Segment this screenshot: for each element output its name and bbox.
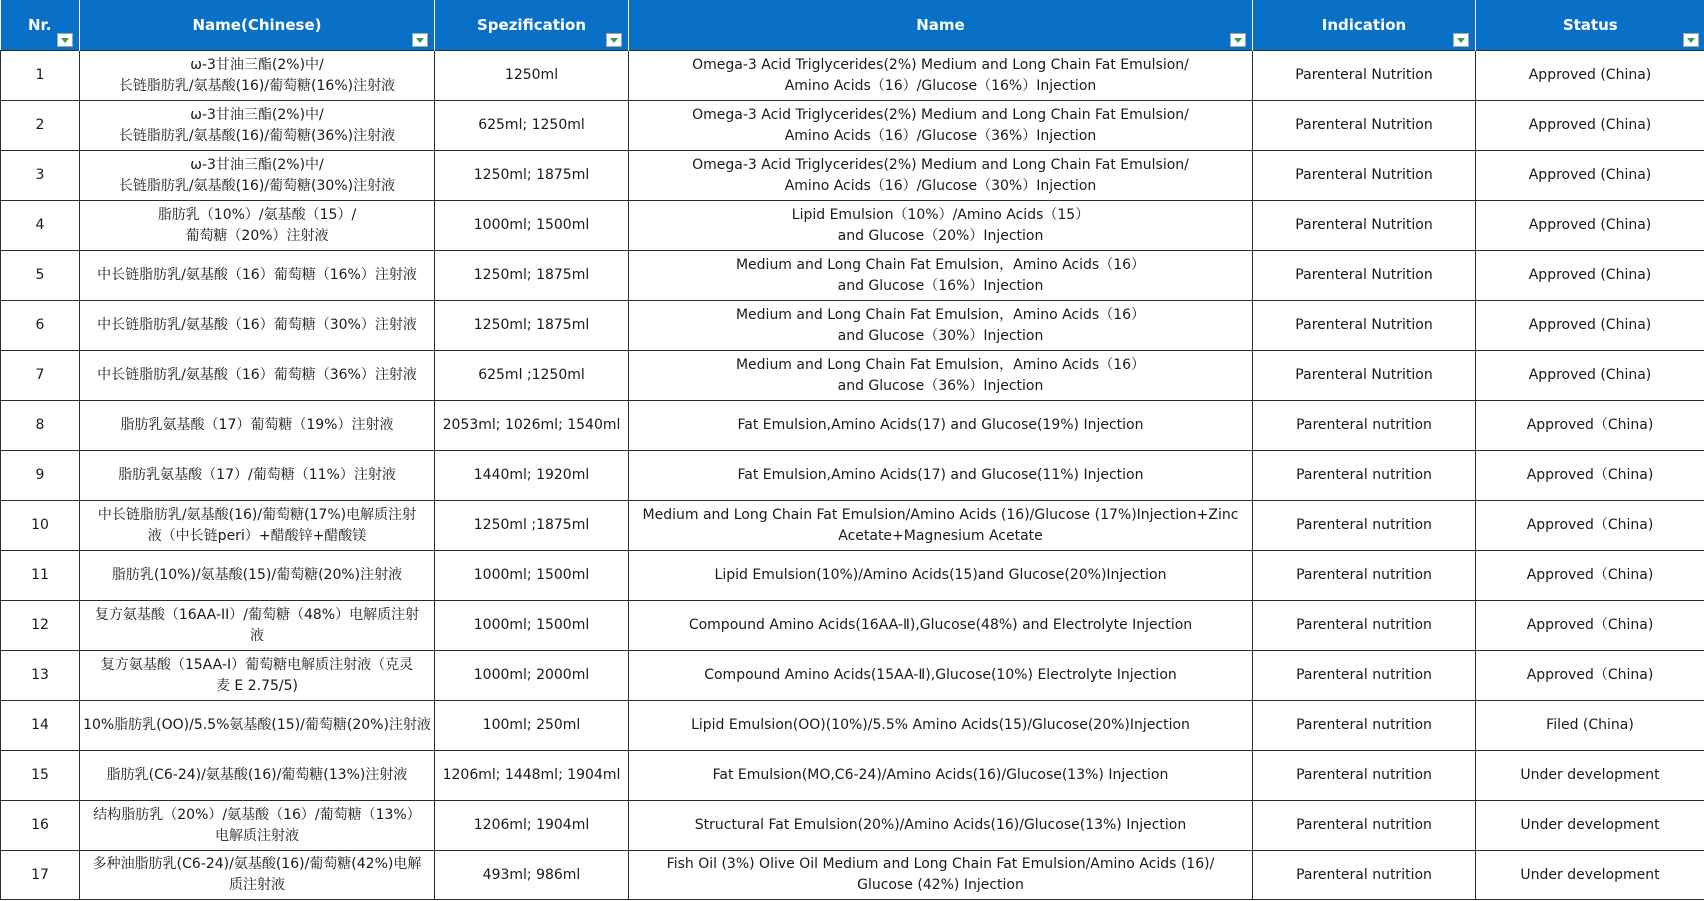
cell-status[interactable]: Approved（China) [1476,601,1704,651]
cell-status[interactable]: Approved (China) [1476,51,1704,101]
cell-status[interactable]: Approved（China) [1476,551,1704,601]
cell-status[interactable]: Under development [1476,751,1704,801]
cell-name[interactable]: Medium and Long Chain Fat Emulsion，Amino Acids（16） and Glucose（36%）Injection [629,351,1253,401]
header-name-chinese-label: Name(Chinese) [192,16,322,34]
cell-indication[interactable]: Parenteral Nutrition [1253,101,1476,151]
cell-name[interactable]: Structural Fat Emulsion(20%)/Amino Acids(16)/Glucose(13%) Injection [629,801,1253,851]
cell-spezification[interactable]: 625ml; 1250ml [435,101,629,151]
table-row [1,401,1704,451]
cell-indication[interactable]: Parenteral Nutrition [1253,151,1476,201]
cell-indication[interactable]: Parenteral nutrition [1253,551,1476,601]
cell-status[interactable]: Filed (China) [1476,701,1704,751]
header-indication-label: Indication [1321,16,1407,34]
filter-dropdown-icon[interactable] [57,33,73,47]
cell-spezification[interactable]: 1000ml; 1500ml [435,551,629,601]
cell-name-chinese[interactable]: 中长链脂肪乳/氨基酸（16）葡萄糖（30%）注射液 [80,301,435,351]
header-nr [1,0,80,51]
cell-indication[interactable]: Parenteral Nutrition [1253,201,1476,251]
table-row [1,601,1704,651]
cell-indication[interactable]: Parenteral nutrition [1253,751,1476,801]
table-row [1,451,1704,501]
cell-name-chinese[interactable]: 多种油脂肪乳(C6-24)/氨基酸(16)/葡萄糖(42%)电解 质注射液 [80,851,435,900]
table-row [1,301,1704,351]
filter-dropdown-icon[interactable] [1683,33,1699,47]
cell-name-chinese[interactable]: ω-3甘油三酯(2%)中/ 长链脂肪乳/氨基酸(16)/葡萄糖(30%)注射液 [80,151,435,201]
header-name-label: Name [916,16,965,34]
cell-spezification[interactable]: 1206ml; 1448ml; 1904ml [435,751,629,801]
cell-nr[interactable]: 5 [1,251,80,301]
cell-name-chinese[interactable]: 脂肪乳(C6-24)/氨基酸(16)/葡萄糖(13%)注射液 [80,751,435,801]
cell-spezification[interactable]: 1206ml; 1904ml [435,801,629,851]
header-status-label: Status [1562,16,1618,34]
cell-nr[interactable]: 7 [1,351,80,401]
cell-name[interactable]: Omega-3 Acid Triglycerides(2%) Medium and Long Chain Fat Emulsion/ Amino Acids（16）/Glucose（16%）Injection [629,51,1253,101]
header-row [1,0,1704,51]
cell-name-chinese[interactable]: 脂肪乳氨基酸（17）/葡萄糖（11%）注射液 [80,451,435,501]
cell-name[interactable]: Medium and Long Chain Fat Emulsion，Amino Acids（16） and Glucose（16%）Injection [629,251,1253,301]
cell-nr[interactable]: 16 [1,801,80,851]
cell-name[interactable]: Compound Amino Acids(15AA-Ⅱ),Glucose(10%) Electrolyte Injection [629,651,1253,701]
cell-name-chinese[interactable]: 中长链脂肪乳/氨基酸（16）葡萄糖（36%）注射液 [80,351,435,401]
table-row [1,801,1704,851]
cell-name-chinese[interactable]: 复方氨基酸（16AA-II）/葡萄糖（48%）电解质注射 液 [80,601,435,651]
cell-indication[interactable]: Parenteral Nutrition [1253,51,1476,101]
header-name-chinese [80,0,435,51]
cell-name[interactable]: Lipid Emulsion(10%)/Amino Acids(15)and Glucose(20%)Injection [629,551,1253,601]
cell-status[interactable]: Approved (China) [1476,201,1704,251]
cell-spezification[interactable]: 2053ml; 1026ml; 1540ml [435,401,629,451]
cell-indication[interactable]: Parenteral Nutrition [1253,301,1476,351]
table-row [1,351,1704,401]
table-row [1,201,1704,251]
cell-status[interactable]: Approved（China) [1476,401,1704,451]
cell-name-chinese[interactable]: 中长链脂肪乳/氨基酸（16）葡萄糖（16%）注射液 [80,251,435,301]
header-indication [1253,0,1476,51]
table-row [1,151,1704,201]
table-row [1,501,1704,551]
table-row [1,51,1704,101]
filter-dropdown-icon[interactable] [1230,33,1246,47]
cell-name[interactable]: Lipid Emulsion（10%）/Amino Acids（15） and Glucose（20%）Injection [629,201,1253,251]
cell-name[interactable]: Fat Emulsion,Amino Acids(17) and Glucose(11%) Injection [629,451,1253,501]
table-row [1,701,1704,751]
cell-status[interactable]: Approved (China) [1476,251,1704,301]
cell-spezification[interactable]: 1250ml; 1875ml [435,301,629,351]
cell-indication[interactable]: Parenteral Nutrition [1253,251,1476,301]
cell-indication[interactable]: Parenteral nutrition [1253,401,1476,451]
cell-nr[interactable]: 10 [1,501,80,551]
header-status [1476,0,1704,51]
cell-name[interactable]: Medium and Long Chain Fat Emulsion/Amino Acids (16)/Glucose (17%)Injection+Zinc Acetate+Magnesium Acetate [629,501,1253,551]
cell-nr[interactable]: 6 [1,301,80,351]
cell-name-chinese[interactable]: 脂肪乳氨基酸（17）葡萄糖（19%）注射液 [80,401,435,451]
cell-name-chinese[interactable]: ω-3甘油三酯(2%)中/ 长链脂肪乳/氨基酸(16)/葡萄糖(16%)注射液 [80,51,435,101]
header-name [629,0,1253,51]
cell-nr[interactable]: 8 [1,401,80,451]
table-row [1,551,1704,601]
filter-dropdown-icon[interactable] [606,33,622,47]
cell-nr[interactable]: 13 [1,651,80,701]
cell-spezification[interactable]: 493ml; 986ml [435,851,629,900]
cell-status[interactable]: Approved (China) [1476,151,1704,201]
cell-name-chinese[interactable]: 脂肪乳(10%)/氨基酸(15)/葡萄糖(20%)注射液 [80,551,435,601]
cell-spezification[interactable]: 1250ml [435,51,629,101]
cell-name[interactable]: Omega-3 Acid Triglycerides(2%) Medium and Long Chain Fat Emulsion/ Amino Acids（16）/Glucose（30%）Injection [629,151,1253,201]
cell-spezification[interactable]: 1250ml; 1875ml [435,251,629,301]
cell-nr[interactable]: 15 [1,751,80,801]
cell-status[interactable]: Approved（China) [1476,501,1704,551]
cell-indication[interactable]: Parenteral Nutrition [1253,351,1476,401]
cell-name[interactable]: Omega-3 Acid Triglycerides(2%) Medium and Long Chain Fat Emulsion/ Amino Acids（16）/Glucose（36%）Injection [629,101,1253,151]
cell-indication[interactable]: Parenteral nutrition [1253,601,1476,651]
cell-status[interactable]: Approved（China) [1476,651,1704,701]
cell-nr[interactable]: 3 [1,151,80,201]
cell-name-chinese[interactable]: 10%脂肪乳(OO)/5.5%氨基酸(15)/葡萄糖(20%)注射液 [80,701,435,751]
table-row [1,251,1704,301]
cell-status[interactable]: Under development [1476,801,1704,851]
cell-nr[interactable]: 4 [1,201,80,251]
header-spezification-label: Spezification [476,16,586,34]
cell-name-chinese[interactable]: 结构脂肪乳（20%）/氨基酸（16）/葡萄糖（13%） 电解质注射液 [80,801,435,851]
table-row [1,851,1704,900]
header-nr-label: Nr. [27,16,52,34]
table-row [1,651,1704,701]
table-row [1,101,1704,151]
cell-spezification[interactable]: 1000ml; 1500ml [435,601,629,651]
filter-dropdown-icon[interactable] [1453,33,1469,47]
cell-status[interactable]: Under development [1476,851,1704,900]
cell-spezification[interactable]: 1250ml ;1875ml [435,501,629,551]
cell-name-chinese[interactable]: 中长链脂肪乳/氨基酸(16)/葡萄糖(17%)电解质注射 液（中长链peri）+醋酸锌+醋酸镁 [80,501,435,551]
cell-nr[interactable]: 2 [1,101,80,151]
cell-spezification[interactable]: 625ml ;1250ml [435,351,629,401]
table-row [1,751,1704,801]
cell-name[interactable]: Fat Emulsion(MO,C6-24)/Amino Acids(16)/Glucose(13%) Injection [629,751,1253,801]
cell-status[interactable]: Approved (China) [1476,101,1704,151]
cell-nr[interactable]: 11 [1,551,80,601]
cell-status[interactable]: Approved (China) [1476,301,1704,351]
cell-nr[interactable]: 17 [1,851,80,900]
cell-spezification[interactable]: 1000ml; 2000ml [435,651,629,701]
cell-name-chinese[interactable]: 脂肪乳（10%）/氨基酸（15）/ 葡萄糖（20%）注射液 [80,201,435,251]
cell-indication[interactable]: Parenteral nutrition [1253,651,1476,701]
cell-indication[interactable]: Parenteral nutrition [1253,501,1476,551]
cell-name[interactable]: Fish Oil (3%) Olive Oil Medium and Long Chain Fat Emulsion/Amino Acids (16)/ Glucose (42%) Injection [629,851,1253,900]
cell-status[interactable]: Approved（China) [1476,451,1704,501]
cell-name[interactable]: Compound Amino Acids(16AA-Ⅱ),Glucose(48%) and Electrolyte Injection [629,601,1253,651]
cell-name[interactable]: Fat Emulsion,Amino Acids(17) and Glucose(19%) Injection [629,401,1253,451]
cell-name[interactable]: Lipid Emulsion(OO)(10%)/5.5% Amino Acids(15)/Glucose(20%)Injection [629,701,1253,751]
cell-status[interactable]: Approved (China) [1476,351,1704,401]
cell-nr[interactable]: 9 [1,451,80,501]
cell-spezification[interactable]: 100ml; 250ml [435,701,629,751]
cell-indication[interactable]: Parenteral nutrition [1253,851,1476,900]
cell-indication[interactable]: Parenteral nutrition [1253,701,1476,751]
cell-spezification[interactable]: 1000ml; 1500ml [435,201,629,251]
cell-indication[interactable]: Parenteral nutrition [1253,451,1476,501]
cell-spezification[interactable]: 1250ml; 1875ml [435,151,629,201]
cell-name-chinese[interactable]: ω-3甘油三酯(2%)中/ 长链脂肪乳/氨基酸(16)/葡萄糖(36%)注射液 [80,101,435,151]
cell-spezification[interactable]: 1440ml; 1920ml [435,451,629,501]
header-spezification [435,0,629,51]
cell-nr[interactable]: 14 [1,701,80,751]
cell-name[interactable]: Medium and Long Chain Fat Emulsion，Amino Acids（16） and Glucose（30%）Injection [629,301,1253,351]
cell-nr[interactable]: 1 [1,51,80,101]
cell-indication[interactable]: Parenteral nutrition [1253,801,1476,851]
cell-name-chinese[interactable]: 复方氨基酸（15AA-I）葡萄糖电解质注射液（克灵 麦 E 2.75/5) [80,651,435,701]
cell-nr[interactable]: 12 [1,601,80,651]
filter-dropdown-icon[interactable] [412,33,428,47]
